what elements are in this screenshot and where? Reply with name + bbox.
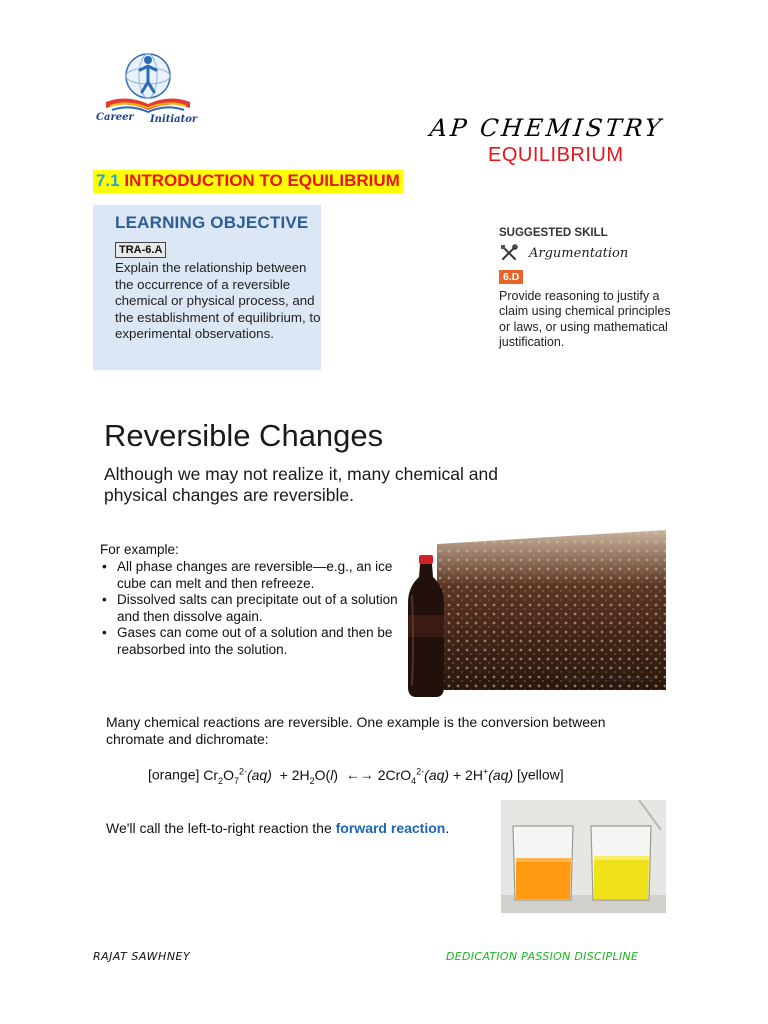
water-term: + $2H_2O(l)$ [279, 766, 339, 786]
footer-author: RAJAT SAWHNEY [93, 950, 191, 963]
image-credit: Source: YORIK / Shutterstock.com [562, 677, 655, 683]
list-item: • Gases can come out of a solution and then be reabsorbed into the solution. [100, 625, 405, 658]
learning-objective-box [93, 205, 321, 370]
forward-reaction-term: forward reaction [335, 820, 446, 836]
skill-name: Argumentation [529, 246, 629, 261]
subject-title: AP CHEMISTRY [428, 114, 666, 142]
section-title: INTRODUCTION TO EQUILIBRIUM [124, 171, 400, 190]
list-item: • Dissolved salts can precipitate out of a solution and then dissolve again. [100, 592, 405, 625]
suggested-skill-title: SUGGESTED SKILL [499, 227, 608, 239]
section-heading [93, 170, 403, 193]
example-list [100, 559, 405, 658]
forward-reaction-note: We'll call the left-to-right reaction the forward reaction. [106, 820, 450, 836]
beakers-photo [501, 800, 666, 913]
slide-subtitle: Although we may not realize it, many chemical and physical changes are reversible. [104, 464, 498, 505]
learning-objective-text: Explain the relationship between the occurrence of a reversible chemical or physical process, and the establishment of equilibrium, to experimental observations. [115, 260, 321, 342]
learning-objective-code: TRA-6.A [115, 242, 166, 258]
chromate-formula: 2CrO$_4^{2-}$(aq) [377, 766, 450, 786]
chemical-equation [148, 766, 564, 785]
example-heading: For example: [100, 542, 179, 557]
skill-description: Provide reasoning to justify a claim using chemical principles or laws, or using mathematical justification. [499, 289, 671, 350]
left-color-label: [orange] [148, 766, 200, 783]
cola-bottle-image [402, 555, 450, 699]
skill-code-badge: 6.D [499, 270, 523, 284]
footer-motto: DEDICATION PASSION DISCIPLINE [446, 950, 639, 963]
learning-objective-title: LEARNING OBJECTIVE [115, 213, 309, 232]
tools-icon [500, 244, 518, 262]
career-initiator-logo [92, 48, 204, 132]
logo-word-career: Career [96, 112, 134, 123]
right-color-label: [yellow] [517, 766, 564, 783]
topic-title: EQUILIBRIUM [488, 144, 624, 166]
slide-title: Reversible Changes [104, 418, 384, 453]
equilibrium-arrow: ←→ [345, 766, 374, 783]
hydrogen-term: + 2H+(aq) [452, 766, 514, 783]
list-item: • All phase changes are reversible—e.g., an ice cube can melt and then refreeze. [100, 559, 405, 592]
carbonation-photo [437, 530, 666, 690]
chem-intro: Many chemical reactions are reversible. One example is the conversion between chromate and dichromate: [106, 714, 606, 747]
section-number: 7.1 [96, 171, 120, 190]
logo-word-initiator: Initiator [150, 114, 198, 125]
dichromate-formula: $Cr_2O_7^{2-}(aq)$ [203, 766, 272, 786]
